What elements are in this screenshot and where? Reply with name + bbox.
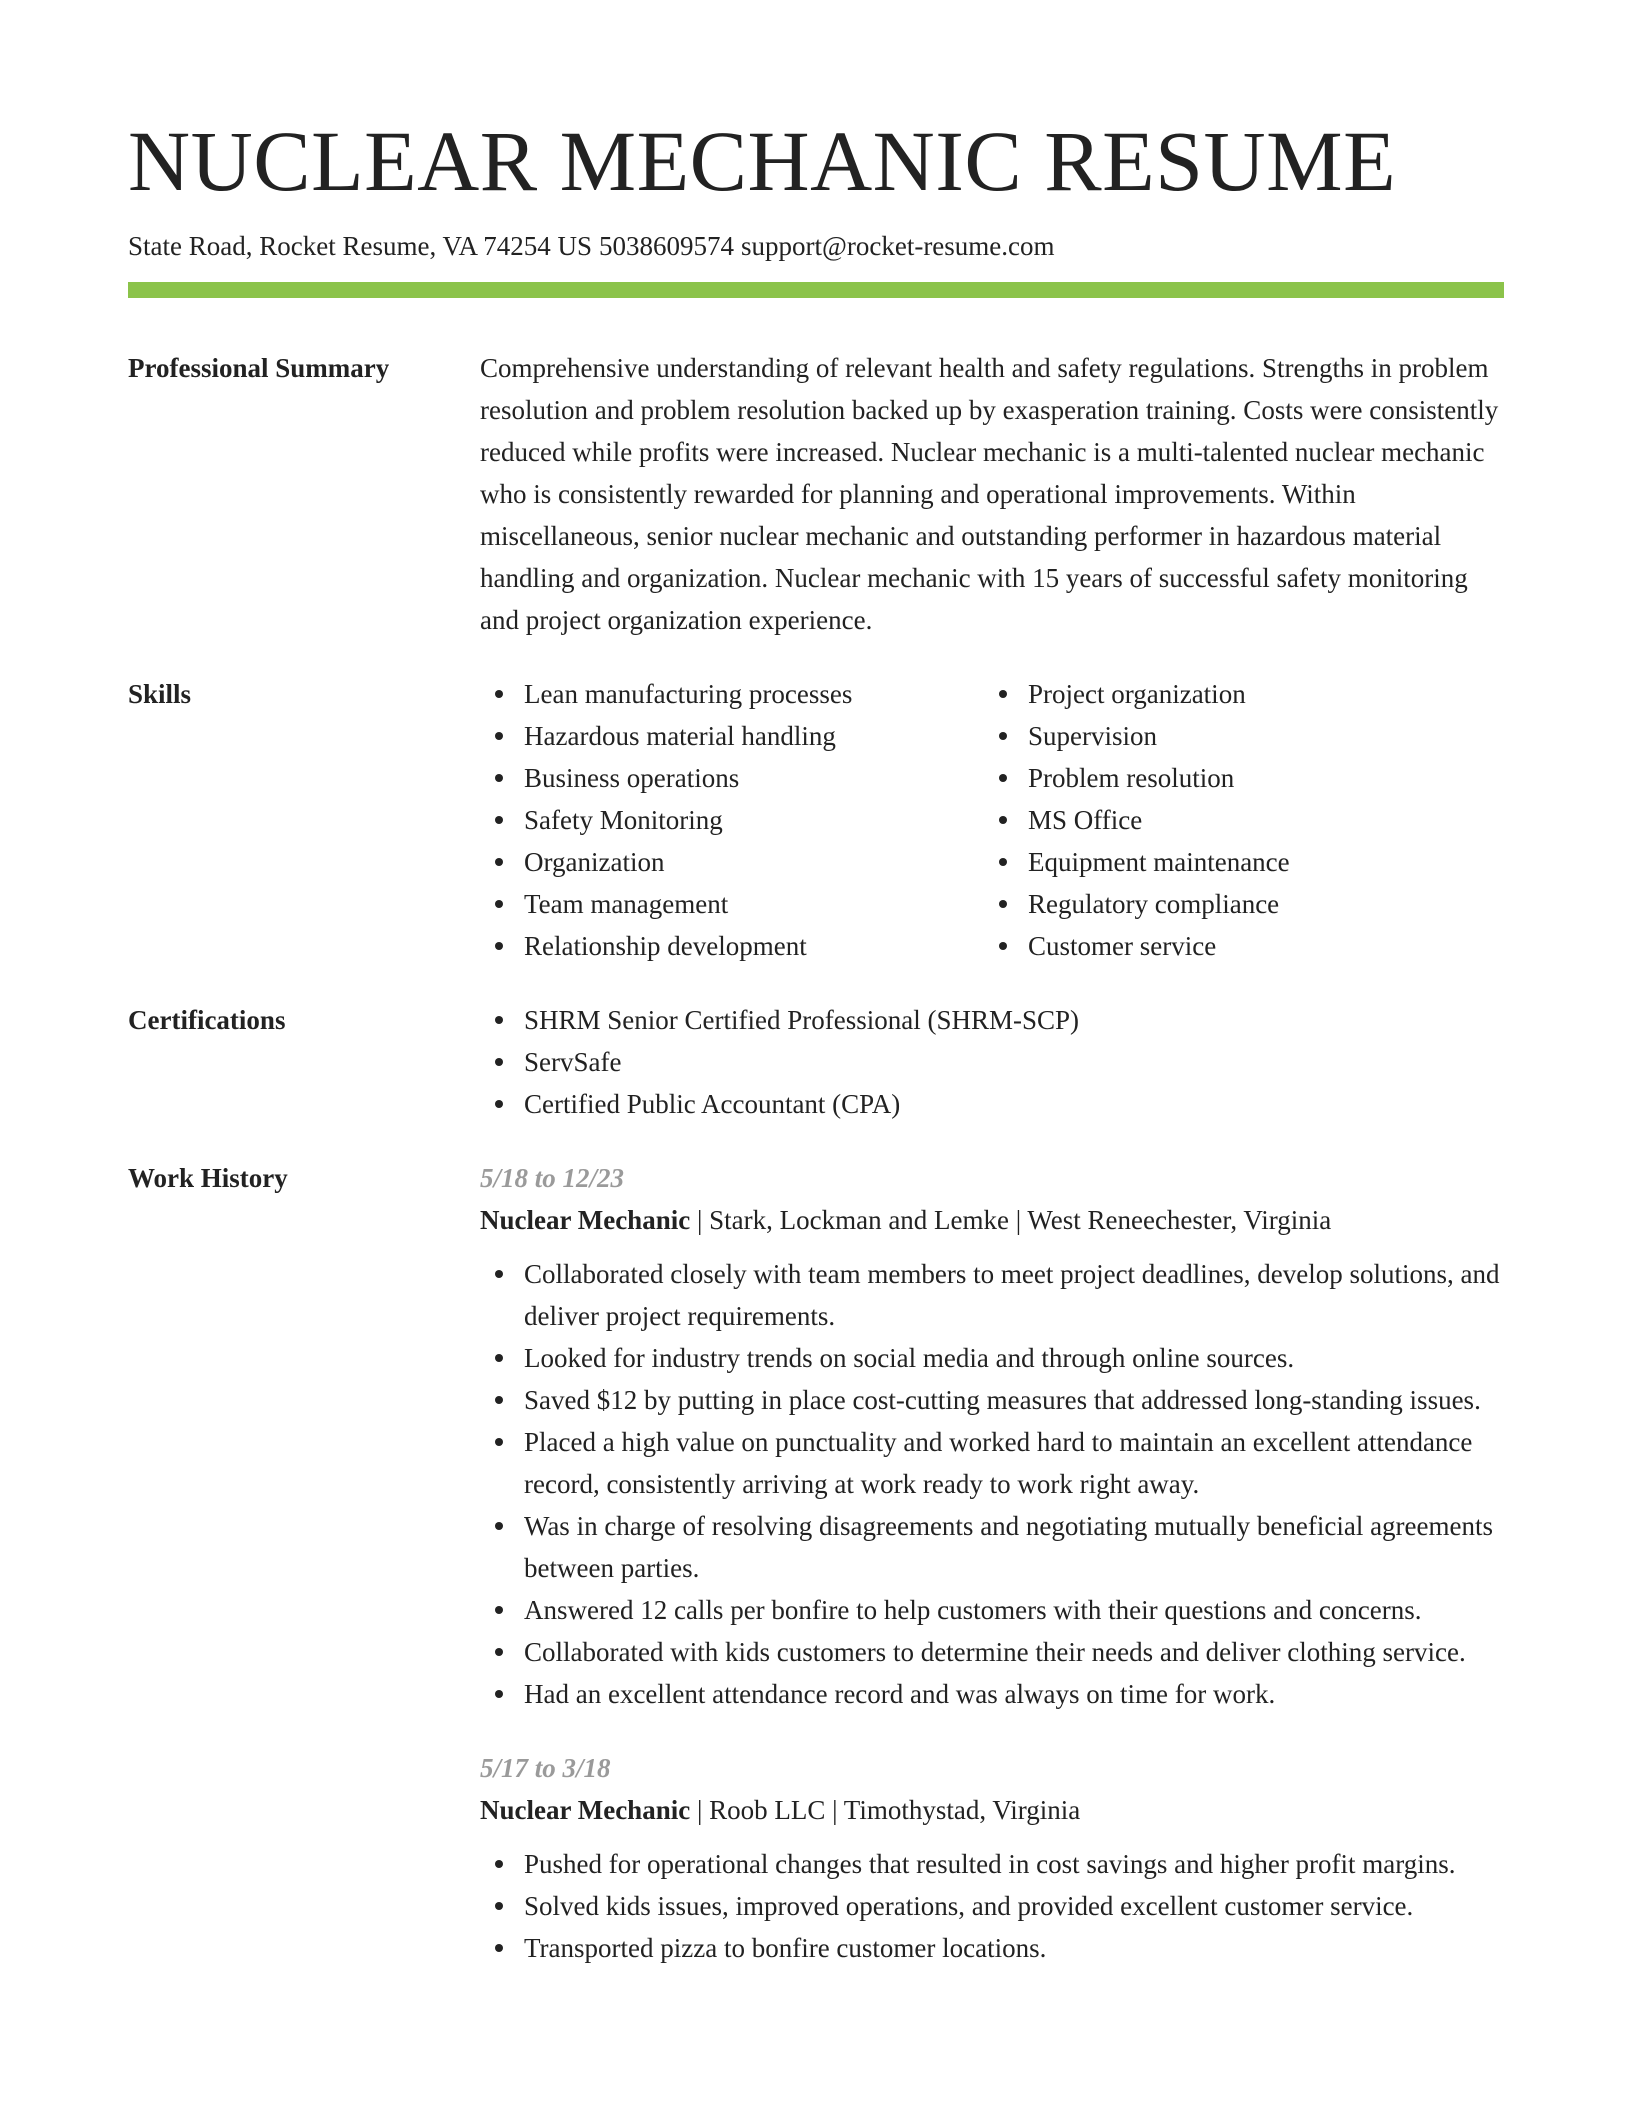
job-employer-location: | Stark, Lockman and Lemke | West Reneechester, Virginia	[690, 1205, 1332, 1236]
skill-item: Safety Monitoring	[480, 799, 984, 841]
skill-item: Problem resolution	[984, 757, 1488, 799]
job-duty-item: Collaborated with kids customers to determine their needs and deliver clothing service.	[480, 1631, 1504, 1673]
summary-text: Comprehensive understanding of relevant health and safety regulations. Strengths in problem resolution and problem resolution backed up by exasperation training. Costs were consistently reduced while profits were increased. Nuclear mechanic is a multi-talented nuclear mechanic who is consistently rewarded for planning and operational improvements. Within miscellaneous, senior nuclear mechanic and outstanding performer in hazardous material handling and organization. Nuclear mechanic with 15 years of successful safety monitoring and project organization experience.	[480, 353, 1499, 636]
skill-item: Project organization	[984, 673, 1488, 715]
section-label-work-history: Work History	[128, 1163, 288, 1194]
skill-item: MS Office	[984, 799, 1488, 841]
skill-item: Customer service	[984, 925, 1488, 967]
resume-title: NUCLEAR MECHANIC RESUME	[128, 113, 1397, 209]
job-heading	[480, 1789, 1504, 1831]
skills-list-right	[984, 673, 1488, 967]
certification-item: SHRM Senior Certified Professional (SHRM-SCP)	[480, 999, 1504, 1041]
skill-item: Relationship development	[480, 925, 984, 967]
job-duty-item: Saved $12 by putting in place cost-cutting measures that addressed long-standing issues.	[480, 1379, 1504, 1421]
job-duty-item: Placed a high value on punctuality and worked hard to maintain an excellent attendance record, consistently arriving at work ready to work right away.	[480, 1421, 1504, 1505]
section-summary	[128, 347, 1504, 641]
section-skills	[128, 673, 1504, 967]
skill-item: Regulatory compliance	[984, 883, 1488, 925]
skill-item: Supervision	[984, 715, 1488, 757]
skill-item: Lean manufacturing processes	[480, 673, 984, 715]
job-duty-item: Was in charge of resolving disagreements and negotiating mutually beneficial agreements between parties.	[480, 1505, 1504, 1589]
job-title: Nuclear Mechanic	[480, 1205, 691, 1236]
job-title: Nuclear Mechanic	[480, 1795, 691, 1826]
job-duty-item: Pushed for operational changes that resulted in cost savings and higher profit margins.	[480, 1843, 1504, 1885]
section-certifications	[128, 999, 1504, 1125]
job-duty-item: Transported pizza to bonfire customer locations.	[480, 1927, 1504, 1969]
job-duties-list	[480, 1253, 1504, 1715]
certification-item: ServSafe	[480, 1041, 1504, 1083]
certifications-list	[480, 999, 1504, 1125]
certification-item: Certified Public Accountant (CPA)	[480, 1083, 1504, 1125]
job-duty-item: Collaborated closely with team members to meet project deadlines, develop solutions, and deliver project requirements.	[480, 1253, 1504, 1337]
certifications-content	[480, 999, 1504, 1125]
section-label-skills: Skills	[128, 679, 192, 710]
contact-line	[128, 230, 1504, 262]
skill-item: Hazardous material handling	[480, 715, 984, 757]
skill-item: Organization	[480, 841, 984, 883]
job-employer-location: | Roob LLC | Timothystad, Virginia	[690, 1795, 1081, 1826]
skill-item: Equipment maintenance	[984, 841, 1488, 883]
job-entry	[480, 1747, 1504, 1969]
job-duty-item: Answered 12 calls per bonfire to help customers with their questions and concerns.	[480, 1589, 1504, 1631]
contact-address: State Road, Rocket Resume, VA 74254 US	[128, 231, 592, 261]
contact-phone: 5038609574	[599, 231, 734, 261]
job-duty-item: Looked for industry trends on social media and through online sources.	[480, 1337, 1504, 1379]
section-label-certifications: Certifications	[128, 1005, 286, 1036]
job-dates: 5/17 to 3/18	[480, 1753, 611, 1784]
job-duty-item: Solved kids issues, improved operations, and provided excellent customer service.	[480, 1885, 1504, 1927]
job-duties-list	[480, 1843, 1504, 1969]
job-dates: 5/18 to 12/23	[480, 1163, 625, 1194]
skills-columns	[480, 673, 1504, 967]
header-divider	[128, 282, 1504, 298]
section-work-history	[128, 1157, 1504, 1969]
job-entry	[480, 1157, 1504, 1715]
skill-item: Team management	[480, 883, 984, 925]
job-duty-item: Had an excellent attendance record and was always on time for work.	[480, 1673, 1504, 1715]
contact-email: support@rocket-resume.com	[741, 231, 1055, 261]
job-heading	[480, 1199, 1504, 1241]
work-history-content	[480, 1157, 1504, 1969]
skill-item: Business operations	[480, 757, 984, 799]
section-label-summary: Professional Summary	[128, 353, 390, 384]
skills-list-left	[480, 673, 984, 967]
